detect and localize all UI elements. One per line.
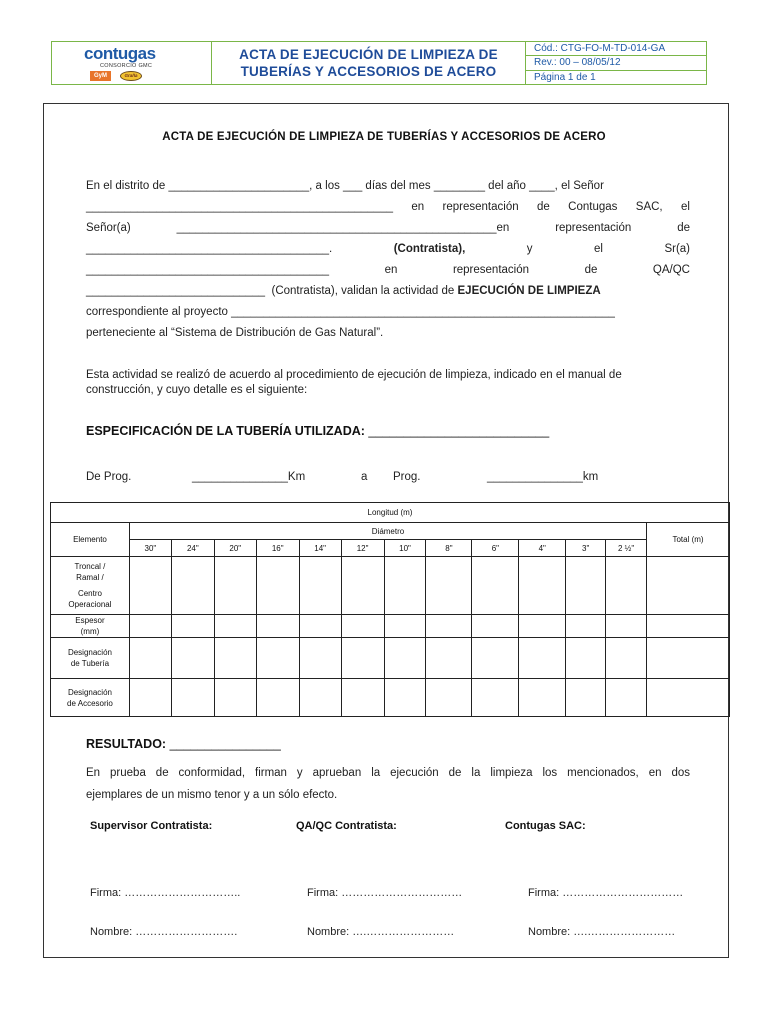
diameter-header: 6" [472,540,519,557]
intro-word: QA/QC [652,264,690,276]
table-cell[interactable] [171,679,214,717]
intro-line-2 [86,201,690,213]
table-cell[interactable] [384,557,426,615]
table-cell[interactable] [566,557,606,615]
intro-line-8: perteneciente al “Sistema de Distribución de Gas Natural”. [86,327,384,339]
supervisor-heading: Supervisor Contratista: [90,820,213,832]
intro-word: Señor(a) [86,222,131,234]
intro-blank: ____________________________ [86,285,266,297]
spec-label: ESPECIFICACIÓN DE LA TUBERÍA UTILIZADA: [86,424,365,438]
row-label-text: Designación [67,687,112,697]
table-cell[interactable] [472,679,519,717]
document-code: Cód.: CTG-FO-M-TD-014-GA [526,42,706,56]
table-cell[interactable] [472,557,519,615]
table-cell[interactable] [129,638,171,679]
resultado-label: RESULTADO: [86,737,167,751]
activity-name: EJECUCIÓN DE LIMPIEZA [457,285,601,297]
table-cell[interactable] [214,679,256,717]
row-label-text: Espesor [75,616,105,625]
row-label-text: Troncal / [74,562,106,571]
table-cell[interactable] [647,679,730,717]
intro-word: SAC, [635,201,663,213]
prog-from-label: De Prog. [86,471,132,483]
intro-words: (Contratista), validan la actividad de [271,285,455,297]
diameter-header: 3" [566,540,606,557]
length-table [50,502,730,717]
intro-line-1: En el distrito de ______________________, a los ___ días del mes ________ del año ____, el Señor [86,180,604,192]
table-cell[interactable] [426,615,472,638]
table-row [51,638,730,679]
prog-to-blank: _______________km [487,471,599,483]
contratista-label: (Contratista), [393,243,466,255]
table-cell[interactable] [299,615,341,638]
table-cell[interactable] [256,557,299,615]
table-cell[interactable] [171,557,214,615]
supervisor-firma: Firma: ………………………….. [90,887,241,899]
table-cell[interactable] [426,638,472,679]
intro-word: y [526,243,533,255]
gym-logo: GyM [90,71,111,81]
row-label-designacion-accesorio [51,679,130,717]
row-label-espesor [51,615,130,638]
page-number: Página 1 de 1 [534,71,596,83]
table-row [51,557,730,615]
header-title-line2: TUBERÍAS Y ACCESORIOS DE ACERO [240,64,497,79]
total-header: Total (m) [647,523,730,557]
diameter-header: 14" [299,540,341,557]
intro-line-5 [86,264,690,276]
row-label-text: (mm) [80,627,100,636]
table-cell[interactable] [384,638,426,679]
diameter-header: 2 ½" [606,540,647,557]
table-cell[interactable] [256,615,299,638]
intro-word: Contugas [568,201,618,213]
company-logo [52,42,212,84]
table-cell[interactable] [299,557,341,615]
diameter-header: 4" [519,540,566,557]
table-cell[interactable] [341,557,384,615]
contugas-nombre: Nombre: ….…………………… [528,926,676,938]
document-title: ACTA DE EJECUCIÓN DE LIMPIEZA DE TUBERÍAS Y ACCESORIOS DE ACERO [162,131,606,143]
supervisor-nombre: Nombre: ………………………. [90,926,238,938]
table-cell[interactable] [384,615,426,638]
table-cell[interactable] [256,638,299,679]
table-cell[interactable] [214,615,256,638]
document-revision: Rev.: 00 – 08/05/12 [526,56,706,70]
table-cell[interactable] [647,557,730,615]
intro-word: de [677,222,690,234]
diameter-header: 16" [256,540,299,557]
table-cell[interactable] [472,615,519,638]
intro-word: en [384,264,398,276]
table-cell[interactable] [647,638,730,679]
grana-logo: Graña [120,71,142,81]
table-cell[interactable] [341,638,384,679]
row-label-troncal [51,557,130,615]
activity-line-1: Esta actividad se realizó de acuerdo al procedimiento de ejecución de limpieza, indicado en el manual de [86,369,622,381]
header-title [212,42,526,84]
table-row [51,679,730,717]
diametro-header: Diámetro [129,523,646,540]
table-cell[interactable] [566,638,606,679]
diameter-header: 10" [384,540,426,557]
diameter-header: 24" [171,540,214,557]
table-cell[interactable] [606,679,647,717]
table-cell[interactable] [566,615,606,638]
intro-word: el [594,243,603,255]
intro-word: representación [442,201,519,213]
qaqc-firma: Firma: …………………………… [307,887,463,899]
row-label-text: Designación [67,648,112,657]
header-title-line1: ACTA DE EJECUCIÓN DE LIMPIEZA DE [239,47,498,62]
table-cell[interactable] [214,557,256,615]
qaqc-nombre: Nombre: ….…………………… [307,926,455,938]
document-control-info [526,42,706,84]
resultado-heading [86,737,281,751]
intro-line-4 [86,243,690,255]
intro-line-3 [86,222,690,234]
table-cell[interactable] [299,638,341,679]
diameter-header: 8" [426,540,472,557]
contugas-firma: Firma: …………………………… [528,887,684,899]
intro-blank: ______________________________________ [86,264,330,276]
table-cell[interactable] [647,615,730,638]
resultado-blank: ________________ [169,737,281,751]
table-cell[interactable] [341,679,384,717]
intro-line-6 [86,285,690,297]
intro-word: el [681,201,690,213]
table-cell[interactable] [426,557,472,615]
table-cell[interactable] [472,638,519,679]
intro-word: de [537,201,550,213]
intro-blank: ________________________________________________ [86,201,393,213]
document-header [51,41,707,85]
row-label-text: Operacional [68,600,112,609]
table-cell[interactable] [606,638,647,679]
table-cell[interactable] [129,557,171,615]
row-label-text: de Accesorio [67,698,113,708]
table-cell[interactable] [519,638,566,679]
prog-from-blank: _______________Km [192,471,306,483]
table-cell[interactable] [299,679,341,717]
table-cell[interactable] [256,679,299,717]
table-cell[interactable] [426,679,472,717]
intro-blank: __________________________________________________en [176,222,510,234]
longitud-header: Longitud (m) [51,503,730,523]
table-cell[interactable] [171,615,214,638]
table-row [51,615,730,638]
intro-line-7: correspondiente al proyecto ____________________________________________________________ [86,306,615,318]
table-cell[interactable] [341,615,384,638]
row-label-text: de Tubería [70,659,110,668]
table-cell[interactable] [519,679,566,717]
table-cell[interactable] [384,679,426,717]
intro-word: representación [452,264,530,276]
table-cell[interactable] [519,615,566,638]
activity-line-2: construcción, y cuyo detalle es el siguiente: [86,384,308,396]
intro-word: de [584,264,598,276]
qaqc-heading: QA/QC Contratista: [296,820,397,832]
diameter-header: 12" [341,540,384,557]
intro-word: en [411,201,425,213]
row-label-designacion-tuberia [51,638,130,679]
table-cell[interactable] [606,557,647,615]
conformidad-line-1: En prueba de conformidad, firman y aprueban la ejecución de la limpieza los mencionados, en dos [86,767,690,779]
diameter-header: 30" [129,540,171,557]
table-cell[interactable] [606,615,647,638]
prog-to-label: Prog. [393,471,421,483]
row-label-text: Ramal / [76,573,104,582]
table-cell[interactable] [214,638,256,679]
intro-word: Sr(a) [664,243,690,255]
spec-heading [86,424,549,438]
spec-blank: __________________________ [368,424,550,438]
table-cell[interactable] [129,615,171,638]
table-cell[interactable] [129,679,171,717]
table-cell[interactable] [519,557,566,615]
logo-wordmark: contugas [84,44,156,63]
diameter-header: 20" [214,540,256,557]
row-label-text: Centro [77,589,102,598]
elemento-header: Elemento [51,523,130,557]
logo-subtitle: CONSORCIO GMC [100,63,153,69]
prog-a: a [361,471,368,483]
table-cell[interactable] [171,638,214,679]
intro-blank: ______________________________________. [86,243,333,255]
conformidad-line-2: ejemplares de un mismo tenor y a un sólo efecto. [86,789,338,801]
contugas-heading: Contugas SAC: [505,820,586,832]
intro-word: representación [555,222,632,234]
table-cell[interactable] [566,679,606,717]
